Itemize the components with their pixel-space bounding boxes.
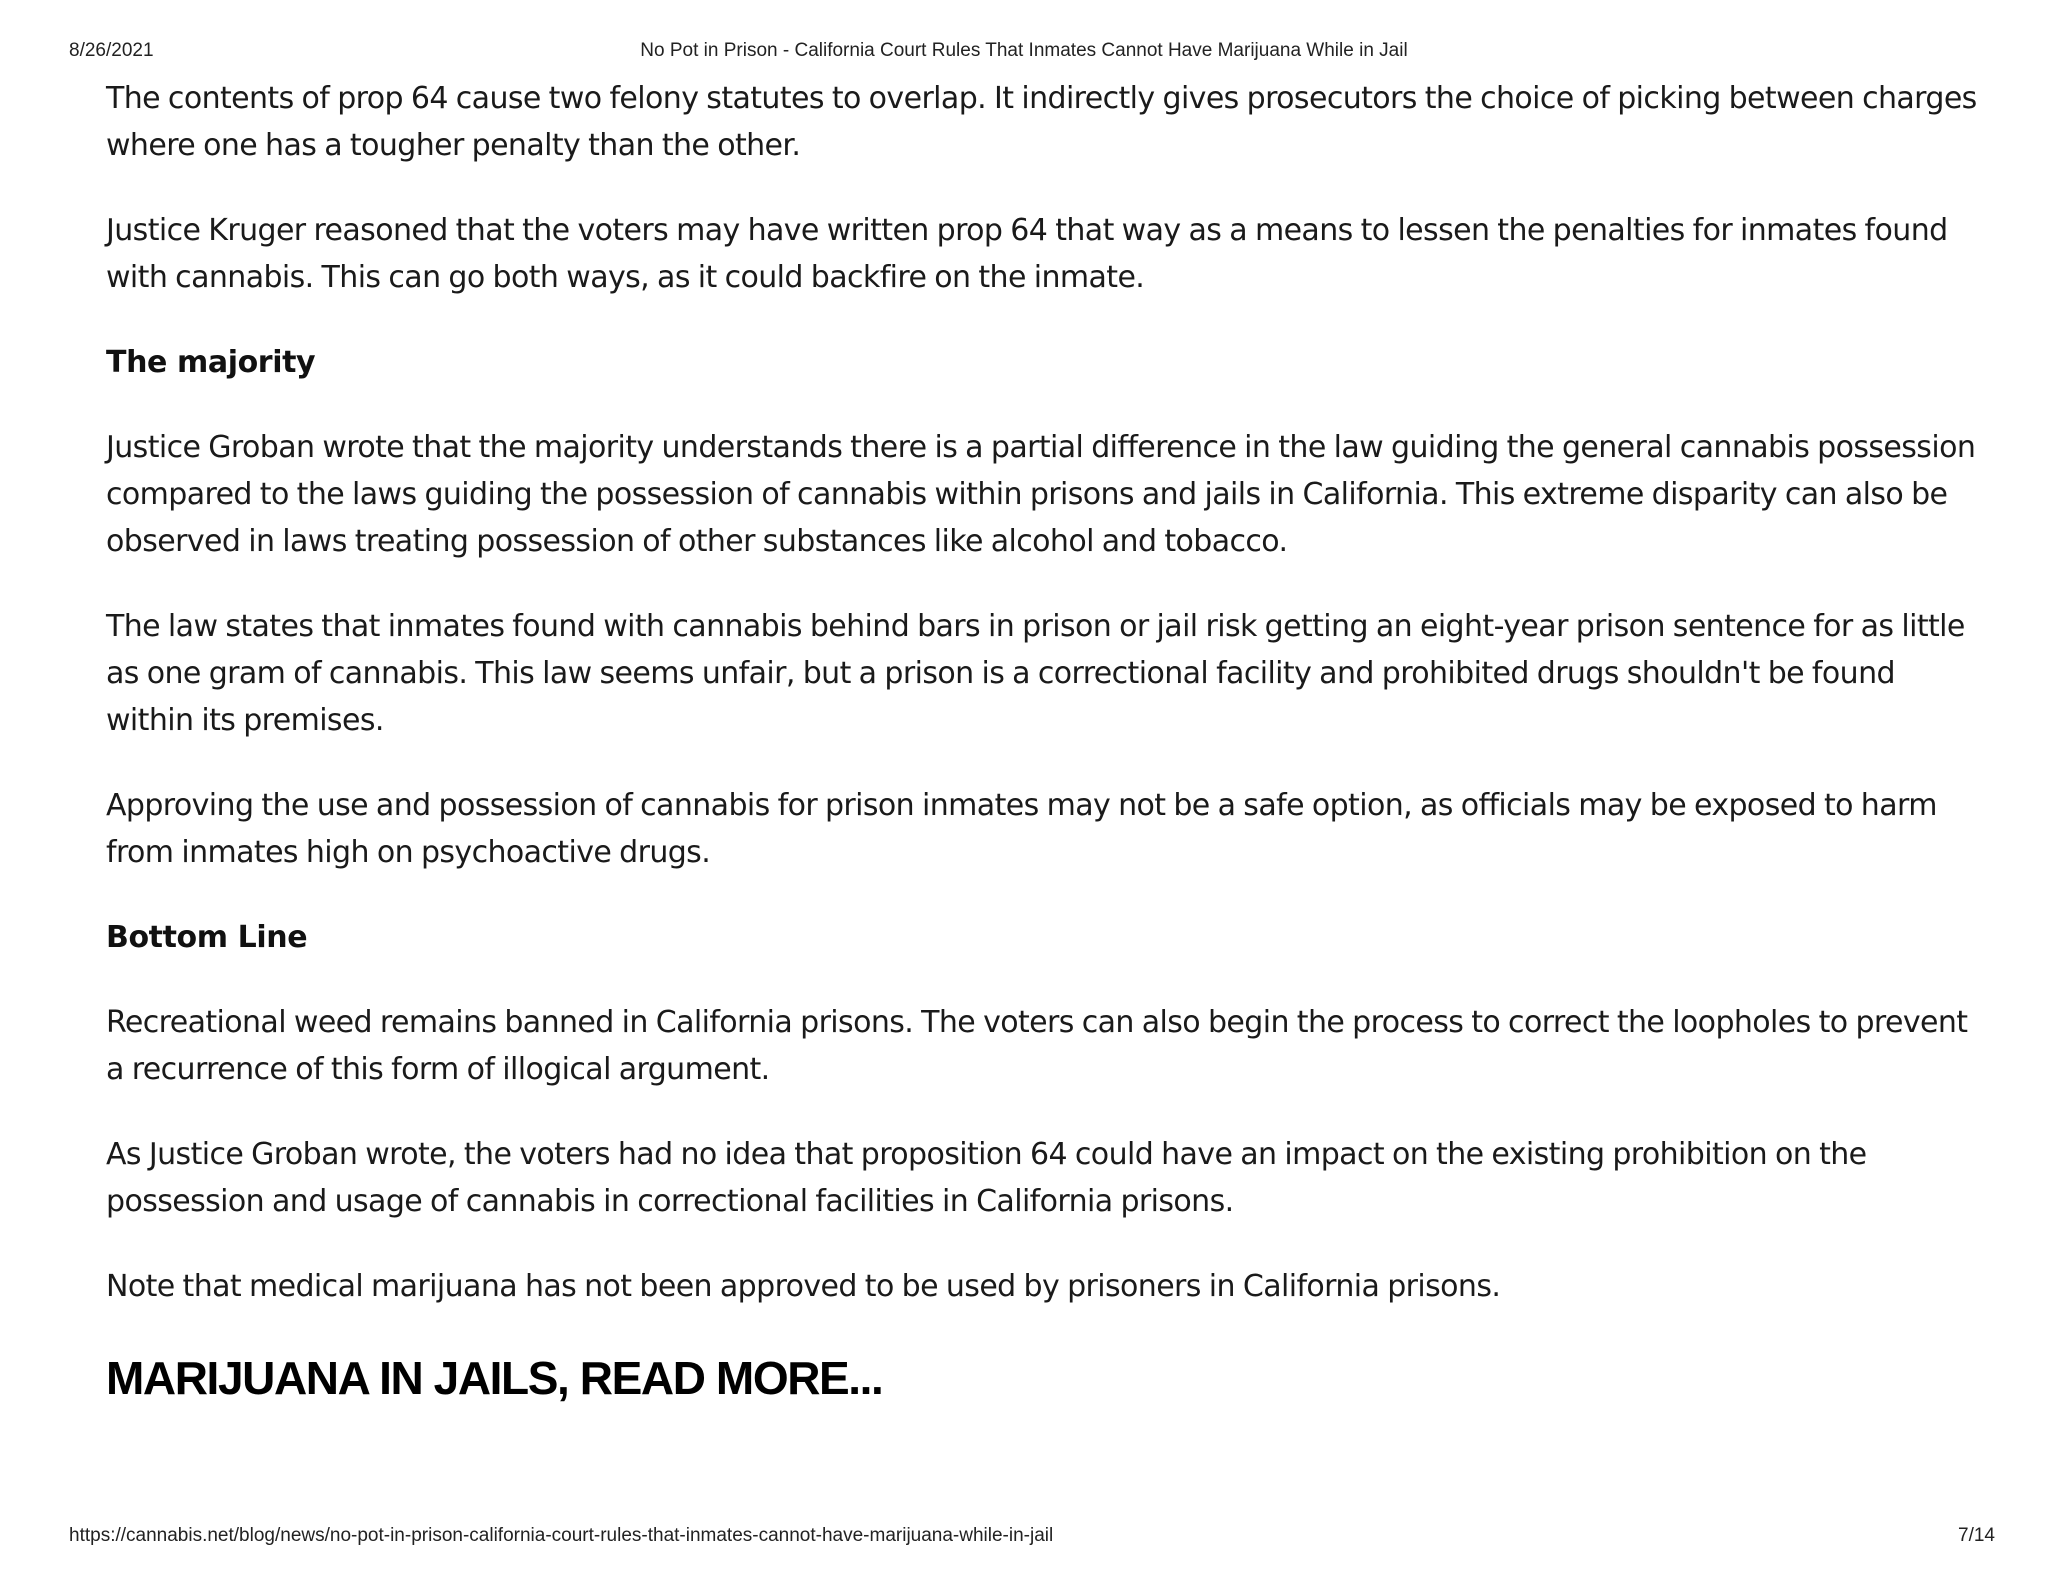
article-paragraph: Justice Groban wrote that the majority understands there is a partial difference in the law guiding the general cannabis possession compared to the laws guiding the possession of cannabis within prisons and jails in California. This extreme disparity can also be observed in laws treating possession of other substances like alcohol and tobacco. (106, 430, 1976, 559)
article-paragraph: Note that medical marijuana has not been approved to be used by prisoners in California prisons. (106, 1269, 1501, 1304)
article-body (106, 75, 1986, 1406)
article-paragraph: As Justice Groban wrote, the voters had no idea that proposition 64 could have an impact on the existing prohibition on the possession and usage of cannabis in correctional facilities in California prisons. (106, 1137, 1867, 1219)
article-paragraph: The law states that inmates found with cannabis behind bars in prison or jail risk getting an eight-year prison sentence for as little as one gram of cannabis. This law seems unfair, but a prison is a correctional facility and prohibited drugs shouldn't be found within its premises. (106, 609, 1965, 738)
print-date: 8/26/2021 (69, 40, 154, 61)
article-paragraph: Justice Kruger reasoned that the voters may have written prop 64 that way as a means to lessen the penalties for inmates found with cannabis. This can go both ways, as it could backfire on the inmate. (106, 213, 1948, 295)
article-paragraph: The contents of prop 64 cause two felony statutes to overlap. It indirectly gives prosecutors the choice of picking between charges where one has a tougher penalty than the other. (106, 81, 1977, 163)
print-source-url: https://cannabis.net/blog/news/no-pot-in-prison-california-court-rules-that-inmates-cannot-have-marijuana-while-in-jail (69, 1525, 1054, 1546)
article-paragraph: Recreational weed remains banned in California prisons. The voters can also begin the process to correct the loopholes to prevent a recurrence of this form of illogical argument. (106, 1005, 1968, 1087)
read-more-heading: MARIJUANA IN JAILS, READ MORE... (106, 1352, 883, 1404)
article-paragraph: Approving the use and possession of cannabis for prison inmates may not be a safe option, as officials may be exposed to harm from inmates high on psychoactive drugs. (106, 788, 1937, 870)
print-page-number: 7/14 (1958, 1525, 1995, 1546)
section-heading-majority: The majority (106, 345, 316, 380)
section-heading-bottom-line: Bottom Line (106, 920, 308, 955)
print-page-title: No Pot in Prison - California Court Rules That Inmates Cannot Have Marijuana While in Jail (640, 40, 1408, 61)
